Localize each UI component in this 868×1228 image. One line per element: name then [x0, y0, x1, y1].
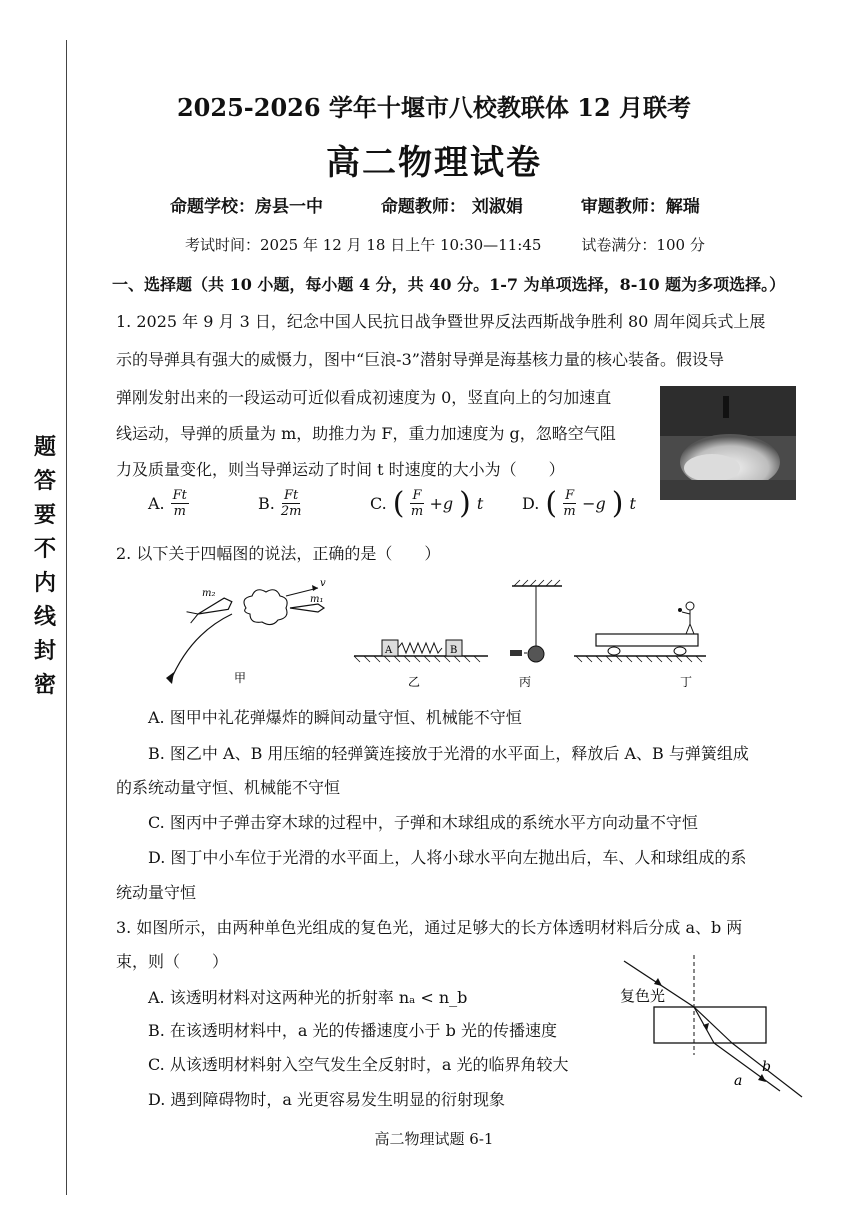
q1-line: 弹刚发射出来的一段运动可近似看成初速度为 0，竖直向上的匀加速直 [116, 388, 612, 407]
frac-den: m [410, 504, 424, 519]
frac-num: Ft [172, 488, 187, 503]
label-m2: m₂ [202, 588, 216, 599]
fig-label-ding: 丁 [680, 675, 693, 689]
seal-char: 线 [33, 604, 56, 630]
seal-char: 不 [33, 536, 56, 562]
seal-char: 密 [33, 672, 56, 698]
expr-t: t [476, 494, 484, 513]
q2-option-b-cont: 的系统动量守恒、机械能不守恒 [116, 778, 341, 797]
label-A: A [385, 645, 393, 656]
author-line [170, 192, 700, 217]
q1-option-b [258, 488, 301, 519]
q3-refraction-figure [616, 955, 806, 1105]
seal-margin-text [30, 430, 60, 702]
label-m1: m₁ [310, 594, 324, 605]
label-composite-light: 复色光 [620, 987, 666, 1005]
reviewer: 审题教师：解瑞 [580, 197, 700, 217]
q3-option-c: C. 从该透明材料射入空气发生全反射时，a 光的临界角较大 [148, 1055, 569, 1074]
opt-label: A. [148, 494, 165, 513]
q1-option-c [370, 485, 484, 521]
seal-char: 答 [33, 468, 56, 494]
fig-label-yi: 乙 [408, 675, 421, 689]
expr-rest: +g [429, 494, 454, 513]
expr-t: t [629, 494, 636, 513]
q3-option-a: A. 该透明材料对这两种光的折射率 nₐ < n_b [148, 988, 468, 1007]
q2-option-d-cont: 统动量守恒 [116, 883, 197, 902]
opt-label: D. [522, 494, 540, 513]
frac-num: F [412, 488, 422, 503]
q1-line: 1. 2025 年 9 月 3 日，纪念中国人民抗日战争暨世界反法西斯战争胜利 80 周年阅兵式上展 [116, 312, 766, 331]
q1-option-a [148, 488, 189, 519]
label-B: B [450, 645, 458, 656]
q3-line: 束，则（ ） [116, 952, 229, 971]
frac-num: F [565, 488, 575, 503]
figure-yi [354, 640, 488, 689]
page-footer: 高二物理试题 6-1 [374, 1130, 494, 1148]
missile-launch-photo [660, 386, 796, 500]
q1-line: 线运动，导弹的质量为 m，助推力为 F，重力加速度为 g，忽略空气阻 [116, 424, 616, 443]
figure-jia [166, 578, 326, 685]
frac-den: m [563, 504, 576, 519]
subject-title: 高二物理试卷 [326, 143, 542, 183]
fraction [563, 488, 576, 519]
fraction [410, 488, 423, 519]
frac-den: 2m [280, 504, 302, 519]
q1-option-d [522, 485, 636, 521]
author: 命题教师： 刘淑娟 [380, 197, 523, 217]
school: 命题学校：房县一中 [170, 197, 323, 217]
exam-title: 2025-2026 学年十堰市八校教联体 12 月联考 [176, 93, 692, 122]
section-heading: 一、选择题（共 10 小题，每小题 4 分，共 40 分。1-7 为单项选择，8-10 题为多项选择。） [112, 275, 786, 294]
seal-char: 内 [33, 570, 56, 596]
opt-label: C. [370, 494, 387, 513]
opt-label: B. [258, 494, 275, 513]
q2-option-c: C. 图丙中子弹击穿木球的过程中，子弹和木球组成的系统水平方向动量不守恒 [148, 813, 698, 832]
paren-right: ) [459, 485, 471, 521]
q1-line: 力及质量变化，则当导弹运动了时间 t 时速度的大小为（ ） [116, 460, 565, 479]
exam-info [185, 234, 705, 255]
seal-char: 封 [33, 638, 56, 664]
q2-stem: 2. 以下关于四幅图的说法，正确的是（ ） [116, 544, 441, 563]
q1-line: 示的导弹具有强大的威慑力，图中“巨浪-3”潜射导弹是海基核力量的核心装备。假设导 [116, 350, 724, 369]
figure-ding [574, 602, 706, 689]
paren-right: ) [611, 485, 624, 521]
paren-left: ( [392, 485, 405, 521]
expr-rest: −g [582, 494, 606, 513]
exam-time: 考试时间：2025 年 12 月 18 日上午 10:30—11:45 [185, 236, 542, 254]
figure-bing [510, 580, 562, 689]
seal-char: 题 [33, 434, 56, 460]
frac-num: Ft [284, 488, 299, 503]
q3-option-d: D. 遇到障碍物时，a 光更容易发生明显的衍射现象 [148, 1090, 506, 1109]
binding-line [66, 40, 67, 1195]
fraction [281, 488, 302, 519]
fig-label-bing: 丙 [519, 675, 532, 689]
q2-option-d: D. 图丁中小车位于光滑的水平面上，人将小球水平向左抛出后，车、人和球组成的系 [148, 848, 747, 867]
q2-figures [150, 574, 710, 690]
frac-den: m [173, 504, 186, 519]
seal-char: 要 [33, 502, 56, 528]
paren-left: ( [545, 485, 558, 521]
full-score: 试卷满分：100 分 [581, 236, 705, 254]
q2-option-b: B. 图乙中 A、B 用压缩的轻弹簧连接放于光滑的水平面上，释放后 A、B 与弹簧组成 [148, 744, 749, 763]
label-ray-b: b [762, 1059, 771, 1075]
label-ray-a: a [734, 1073, 743, 1089]
q3-option-b: B. 在该透明材料中，a 光的传播速度小于 b 光的传播速度 [148, 1021, 557, 1040]
fig-label-jia: 甲 [234, 671, 247, 685]
label-v: v [320, 578, 326, 589]
q3-line: 3. 如图所示，由两种单色光组成的复色光，通过足够大的长方体透明材料后分成 a、b 两 [116, 918, 743, 937]
fraction [171, 488, 189, 519]
q2-option-a: A. 图甲中礼花弹爆炸的瞬间动量守恒、机械能不守恒 [148, 708, 522, 727]
